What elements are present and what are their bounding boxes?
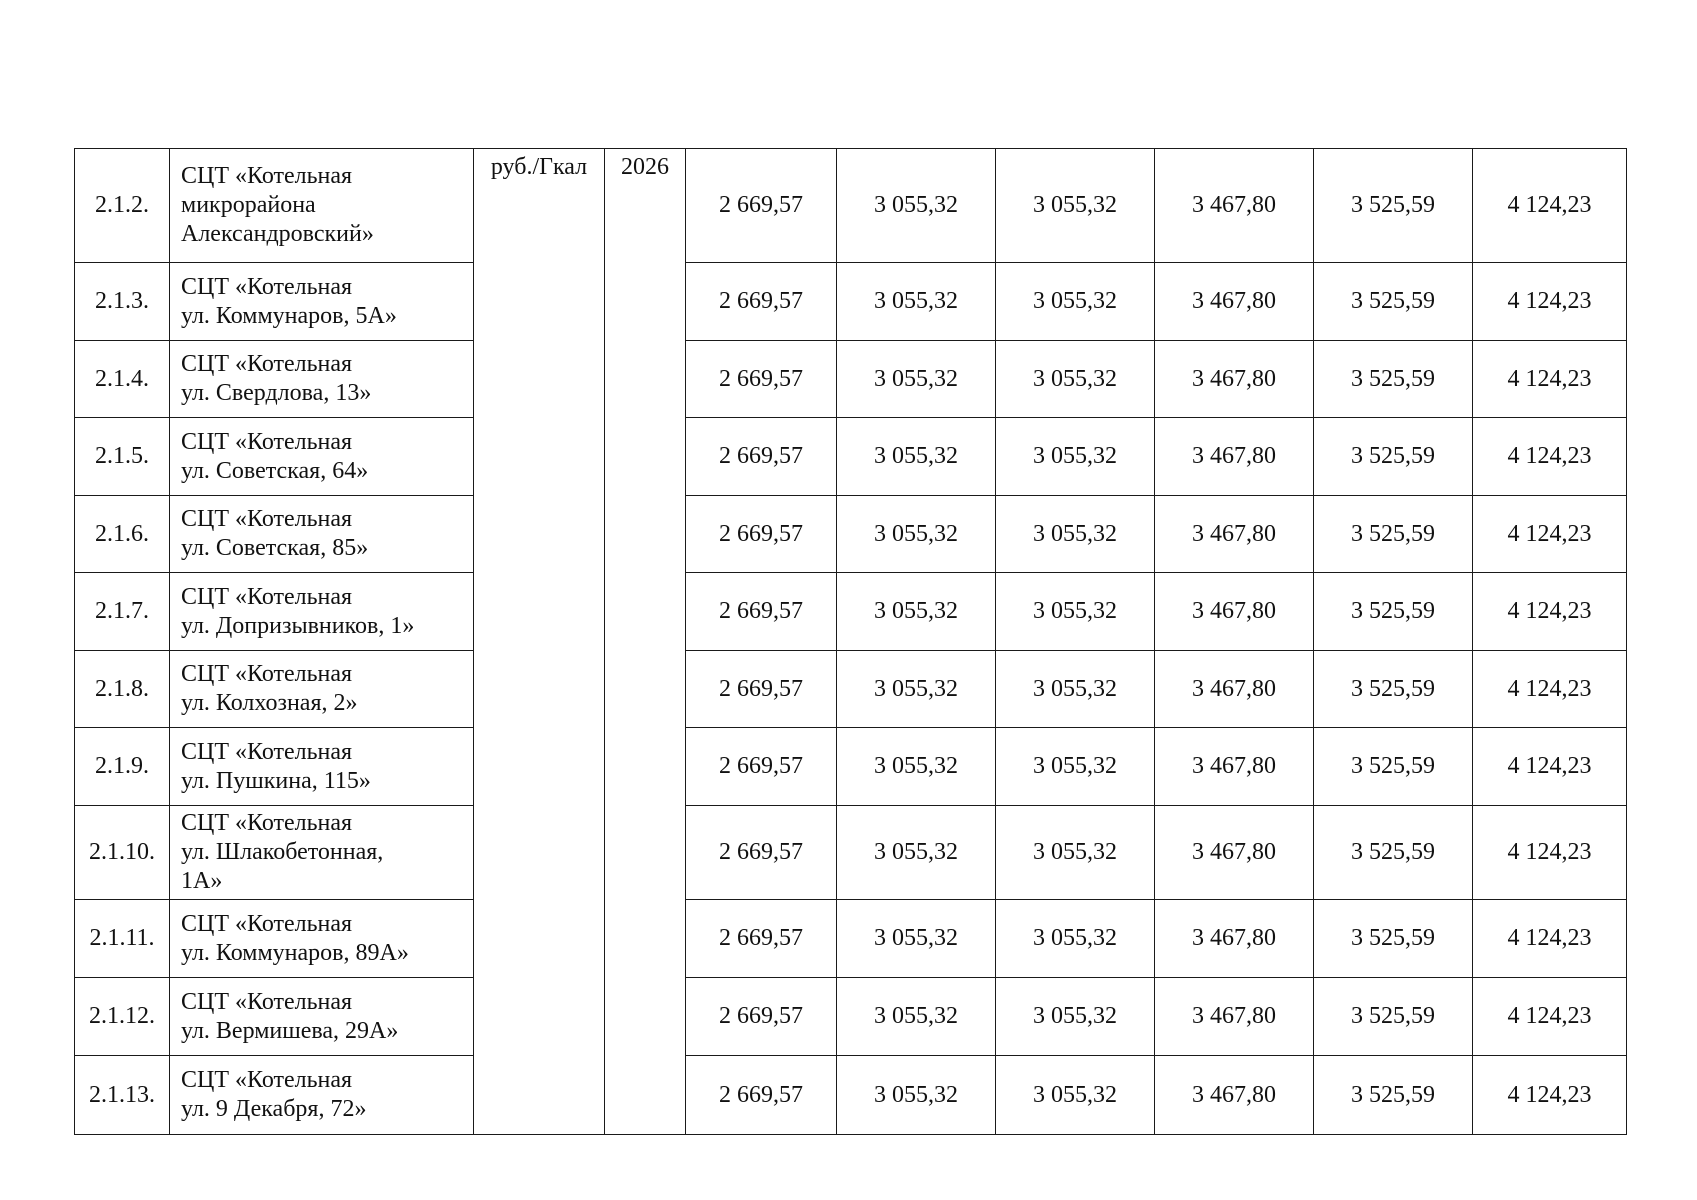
table-row bbox=[75, 263, 1627, 341]
tariff-value: 2 669,57 bbox=[686, 728, 837, 806]
source-name-line: ул. Колхозная, 2» bbox=[181, 690, 358, 716]
tariff-value: 3 055,32 bbox=[996, 978, 1155, 1056]
tariff-value: 3 055,32 bbox=[996, 806, 1155, 900]
tariff-value: 3 467,80 bbox=[1155, 651, 1314, 728]
source-name bbox=[170, 149, 474, 263]
tariff-value: 4 124,23 bbox=[1473, 1056, 1627, 1135]
unit-cell: руб./Гкал bbox=[474, 149, 605, 1135]
source-name-line: ул. Пушкина, 115» bbox=[181, 767, 371, 794]
row-number: 2.1.12. bbox=[75, 978, 170, 1056]
source-name-line: ул. Допризывников, 1» bbox=[181, 612, 415, 639]
tariff-value: 3 467,80 bbox=[1155, 900, 1314, 978]
tariff-value: 2 669,57 bbox=[686, 418, 837, 496]
tariff-value: 3 055,32 bbox=[837, 263, 996, 341]
tariff-value: 3 467,80 bbox=[1155, 496, 1314, 573]
source-name-line: СЦТ «Котельная bbox=[181, 910, 353, 937]
source-name-line: СЦТ «Котельная bbox=[181, 810, 353, 836]
tariff-value: 3 467,80 bbox=[1155, 1056, 1314, 1135]
tariff-value: 3 055,32 bbox=[837, 978, 996, 1056]
tariff-value: 4 124,23 bbox=[1473, 496, 1627, 573]
source-name-line: ул. Свердлова, 13» bbox=[181, 380, 372, 406]
tariff-value: 4 124,23 bbox=[1473, 978, 1627, 1056]
table-row bbox=[75, 978, 1627, 1056]
row-number: 2.1.5. bbox=[75, 418, 170, 496]
tariff-value: 3 467,80 bbox=[1155, 341, 1314, 418]
tariff-value: 2 669,57 bbox=[686, 263, 837, 341]
source-name bbox=[170, 978, 474, 1056]
tariff-value: 4 124,23 bbox=[1473, 418, 1627, 496]
table-row bbox=[75, 573, 1627, 651]
source-name-line: СЦТ «Котельная bbox=[181, 583, 353, 610]
row-number: 2.1.8. bbox=[75, 651, 170, 728]
source-name-line: СЦТ «Котельная bbox=[181, 738, 353, 765]
source-name-line: ул. 9 Декабря, 72» bbox=[181, 1096, 367, 1122]
tariff-value: 3 055,32 bbox=[996, 651, 1155, 728]
tariff-value: 3 525,59 bbox=[1314, 900, 1473, 978]
source-name-line: СЦТ «Котельная bbox=[181, 351, 353, 377]
source-name-line: ул. Коммунаров, 89А» bbox=[181, 939, 409, 966]
tariff-table bbox=[74, 148, 1627, 1135]
tariff-value: 3 525,59 bbox=[1314, 728, 1473, 806]
tariff-value: 3 525,59 bbox=[1314, 573, 1473, 651]
tariff-value: 3 055,32 bbox=[996, 341, 1155, 418]
tariff-value: 3 055,32 bbox=[837, 418, 996, 496]
tariff-value: 3 467,80 bbox=[1155, 263, 1314, 341]
tariff-value: 3 467,80 bbox=[1155, 418, 1314, 496]
source-name bbox=[170, 900, 474, 978]
tariff-value: 3 467,80 bbox=[1155, 806, 1314, 900]
source-name-line: СЦТ «Котельная bbox=[181, 163, 353, 189]
tariff-value: 4 124,23 bbox=[1473, 806, 1627, 900]
tariff-value: 3 525,59 bbox=[1314, 978, 1473, 1056]
tariff-value: 3 055,32 bbox=[837, 900, 996, 978]
tariff-value: 3 525,59 bbox=[1314, 1056, 1473, 1135]
tariff-value: 2 669,57 bbox=[686, 496, 837, 573]
source-name-line: ул. Советская, 64» bbox=[181, 457, 369, 484]
tariff-value: 3 055,32 bbox=[996, 1056, 1155, 1135]
tariff-value: 2 669,57 bbox=[686, 978, 837, 1056]
row-number: 2.1.6. bbox=[75, 496, 170, 573]
tariff-value: 2 669,57 bbox=[686, 806, 837, 900]
source-name-line: ул. Советская, 85» bbox=[181, 535, 369, 561]
tariff-value: 4 124,23 bbox=[1473, 728, 1627, 806]
source-name bbox=[170, 496, 474, 573]
tariff-value: 4 124,23 bbox=[1473, 149, 1627, 263]
source-name bbox=[170, 418, 474, 496]
row-number: 2.1.2. bbox=[75, 149, 170, 263]
tariff-value: 4 124,23 bbox=[1473, 900, 1627, 978]
tariff-value: 3 055,32 bbox=[837, 1056, 996, 1135]
tariff-value: 2 669,57 bbox=[686, 341, 837, 418]
source-name bbox=[170, 728, 474, 806]
table-row bbox=[75, 806, 1627, 900]
source-name-line: ул. Коммунаров, 5А» bbox=[181, 302, 397, 329]
source-name-line: СЦТ «Котельная bbox=[181, 661, 353, 687]
table-row bbox=[75, 496, 1627, 573]
source-name bbox=[170, 573, 474, 651]
table-row bbox=[75, 651, 1627, 728]
tariff-value: 3 055,32 bbox=[996, 573, 1155, 651]
source-name-line: СЦТ «Котельная bbox=[181, 1067, 353, 1093]
source-name-line: СЦТ «Котельная bbox=[181, 428, 353, 455]
source-name-line: Александровский» bbox=[181, 221, 374, 247]
table-row bbox=[75, 149, 1627, 263]
row-number: 2.1.7. bbox=[75, 573, 170, 651]
tariff-value: 4 124,23 bbox=[1473, 573, 1627, 651]
tariff-value: 2 669,57 bbox=[686, 1056, 837, 1135]
tariff-value: 3 467,80 bbox=[1155, 573, 1314, 651]
row-number: 2.1.10. bbox=[75, 806, 170, 900]
tariff-value: 3 467,80 bbox=[1155, 728, 1314, 806]
source-name-line: 1А» bbox=[181, 868, 223, 894]
row-number: 2.1.13. bbox=[75, 1056, 170, 1135]
source-name-line: СЦТ «Котельная bbox=[181, 273, 353, 300]
tariff-value: 3 525,59 bbox=[1314, 263, 1473, 341]
tariff-value: 3 525,59 bbox=[1314, 806, 1473, 900]
tariff-value: 3 055,32 bbox=[996, 900, 1155, 978]
tariff-value: 3 055,32 bbox=[996, 418, 1155, 496]
row-number: 2.1.9. bbox=[75, 728, 170, 806]
source-name bbox=[170, 1056, 474, 1135]
source-name-line: микрорайона bbox=[181, 192, 316, 218]
table-row bbox=[75, 728, 1627, 806]
tariff-value: 3 055,32 bbox=[996, 728, 1155, 806]
tariff-value: 3 055,32 bbox=[837, 341, 996, 418]
table-row bbox=[75, 341, 1627, 418]
tariff-value: 2 669,57 bbox=[686, 900, 837, 978]
row-number: 2.1.11. bbox=[75, 900, 170, 978]
table-row bbox=[75, 900, 1627, 978]
tariff-value: 3 525,59 bbox=[1314, 651, 1473, 728]
tariff-value: 3 055,32 bbox=[837, 728, 996, 806]
tariff-value: 3 055,32 bbox=[996, 263, 1155, 341]
source-name bbox=[170, 651, 474, 728]
source-name bbox=[170, 263, 474, 341]
tariff-value: 3 055,32 bbox=[996, 496, 1155, 573]
tariff-value: 3 467,80 bbox=[1155, 149, 1314, 263]
source-name-line: СЦТ «Котельная bbox=[181, 506, 353, 532]
source-name-line: ул. Шлакобетонная, bbox=[181, 839, 384, 865]
tariff-value: 2 669,57 bbox=[686, 149, 837, 263]
tariff-value: 4 124,23 bbox=[1473, 651, 1627, 728]
tariff-value: 3 525,59 bbox=[1314, 496, 1473, 573]
row-number: 2.1.3. bbox=[75, 263, 170, 341]
tariff-value: 3 467,80 bbox=[1155, 978, 1314, 1056]
source-name-line: ул. Вермишева, 29А» bbox=[181, 1017, 399, 1044]
tariff-value: 4 124,23 bbox=[1473, 341, 1627, 418]
tariff-value: 3 525,59 bbox=[1314, 341, 1473, 418]
tariff-value: 3 055,32 bbox=[837, 149, 996, 263]
tariff-value: 3 055,32 bbox=[837, 651, 996, 728]
tariff-value: 3 525,59 bbox=[1314, 418, 1473, 496]
year-cell: 2026 bbox=[605, 149, 686, 1135]
tariff-value: 3 525,59 bbox=[1314, 149, 1473, 263]
tariff-value: 3 055,32 bbox=[996, 149, 1155, 263]
tariff-value: 3 055,32 bbox=[837, 573, 996, 651]
table-row bbox=[75, 1056, 1627, 1135]
row-number: 2.1.4. bbox=[75, 341, 170, 418]
source-name-line: СЦТ «Котельная bbox=[181, 988, 353, 1015]
tariff-value: 2 669,57 bbox=[686, 651, 837, 728]
tariff-table-body bbox=[75, 149, 1627, 1135]
source-name bbox=[170, 806, 474, 900]
tariff-value: 4 124,23 bbox=[1473, 263, 1627, 341]
tariff-value: 3 055,32 bbox=[837, 806, 996, 900]
tariff-value: 3 055,32 bbox=[837, 496, 996, 573]
tariff-value: 2 669,57 bbox=[686, 573, 837, 651]
source-name bbox=[170, 341, 474, 418]
table-row bbox=[75, 418, 1627, 496]
